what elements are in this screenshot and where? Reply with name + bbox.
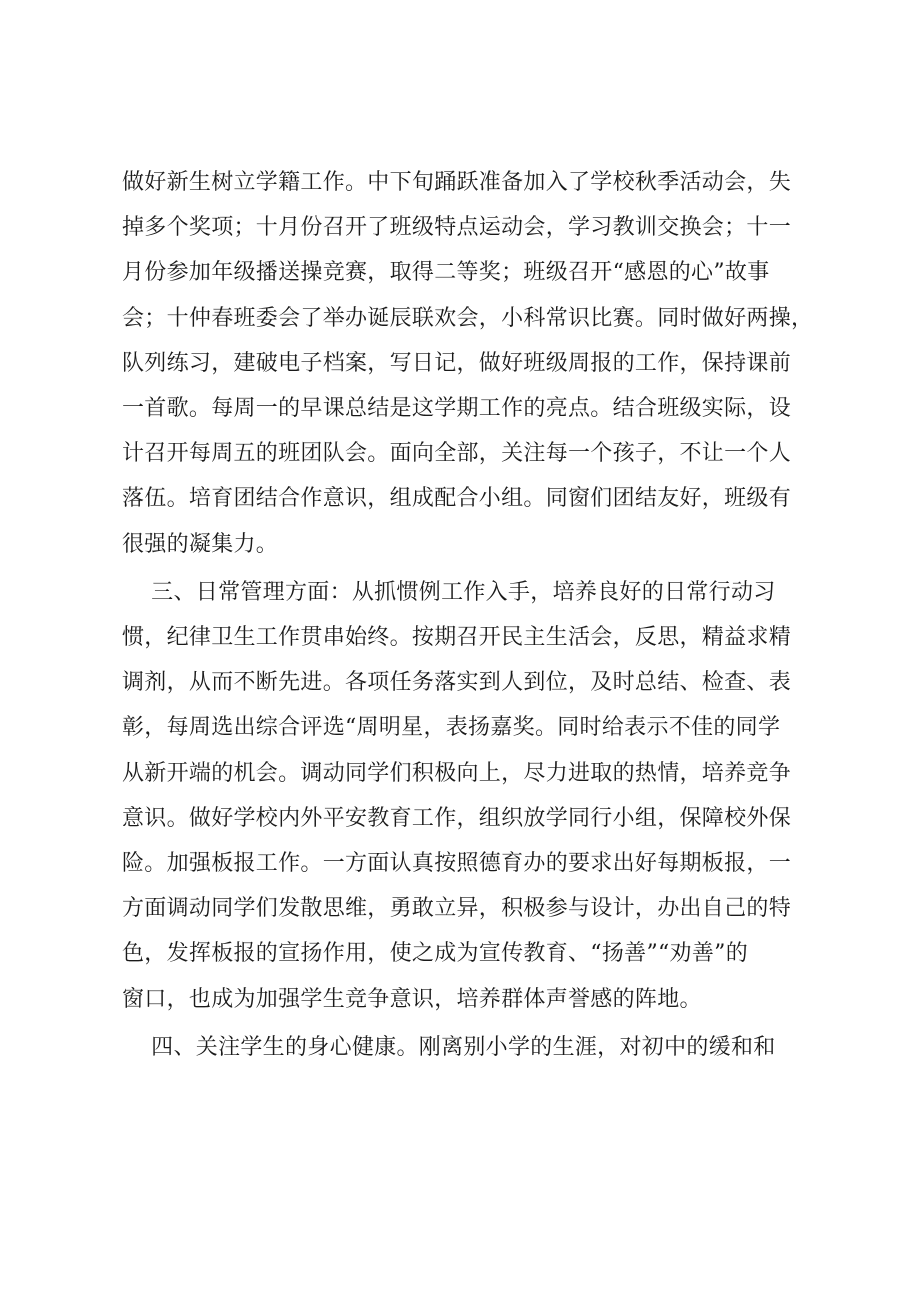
text-line: 意识。做好学校内外平安教育工作，组织放学同行小组，保障校外保 xyxy=(122,805,792,831)
text-line: 色，发挥板报的宣扬作用，使之成为宣传教育、“扬善”“劝善”的 xyxy=(122,941,748,967)
text-line: 一首歌。每周一的早课总结是这学期工作的亮点。结合班级实际，设 xyxy=(122,396,792,422)
text-line: 调剂，从而不断先进。各项任务落实到人到位，及时总结、检查、表 xyxy=(122,670,792,696)
text-line: 彰，每周选出综合评选“周明星，表扬嘉奖。同时给表示不佳的同学 xyxy=(122,715,781,741)
text-line: 惯，纪律卫生工作贯串始终。按期召开民主生活会，反思，精益求精 xyxy=(122,625,792,651)
text-line: 队列练习，建破电子档案，写日记，做好班级周报的工作，保持课前 xyxy=(122,350,792,376)
text-line: 方面调动同学们发散思维，勇敢立异，积极参与设计，办出自己的特 xyxy=(122,896,792,922)
document-body xyxy=(122,160,822,1070)
text-line: 落伍。培育团结合作意识，组成配合小组。同窗们团结友好，班级有 xyxy=(122,486,792,512)
text-line: 计召开每周五的班团队会。面向全部，关注每一个孩子，不让一个人 xyxy=(122,441,792,467)
paragraph-student-health xyxy=(122,1025,822,1070)
text-line: 从新开端的机会。调动同学们积极向上，尽力进取的热情，培养竞争 xyxy=(122,760,792,786)
paragraph-class-activities xyxy=(122,160,822,567)
text-line: 险。加强板报工作。一方面认真按照德育办的要求出好每期板报，一 xyxy=(122,851,792,877)
text-line: 会；十仲春班委会了举办诞辰联欢会，小科常识比赛。同时做好两操， xyxy=(122,305,814,331)
text-line: 掉多个奖项；十月份召开了班级特点运动会，学习教训交换会；十一 xyxy=(122,215,792,241)
paragraph-daily-management xyxy=(122,570,822,1022)
text-line: 很强的凝集力。 xyxy=(122,531,279,557)
text-line: 三、日常管理方面：从抓惯例工作入手，培养良好的日常行动习 xyxy=(122,579,776,605)
text-line: 四、关注学生的身心健康。刚离别小学的生涯，对初中的缓和和 xyxy=(122,1034,776,1060)
text-line: 窗口，也成为加强学生竞争意识，培养群体声誉感的阵地。 xyxy=(122,986,702,1012)
text-line: 月份参加年级播送操竞赛，取得二等奖；班级召开“感恩的心”故事 xyxy=(122,260,770,286)
text-line: 做好新生树立学籍工作。中下旬踊跃准备加入了学校秋季活动会，失 xyxy=(122,170,792,195)
